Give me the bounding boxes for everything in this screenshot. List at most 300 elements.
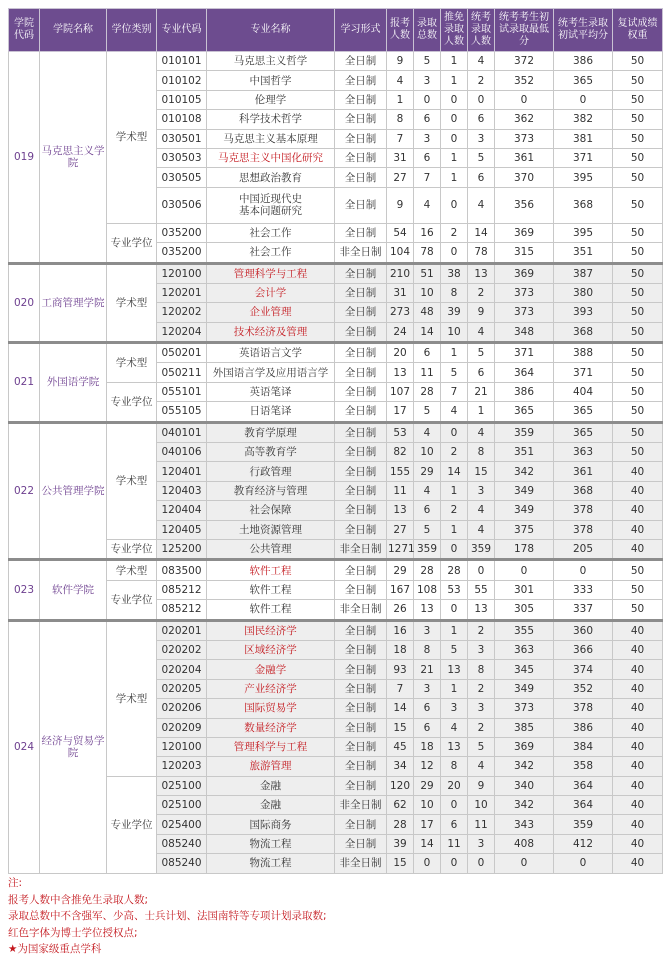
avg-score-cell: 368 [554, 481, 613, 500]
major-name-cell: 高等教育学 [207, 443, 335, 462]
recommended-admitted-cell: 13 [441, 660, 468, 679]
applicants-cell: 7 [387, 129, 414, 148]
exam-admitted-cell: 4 [468, 52, 495, 71]
college-section [9, 343, 663, 423]
study-mode-cell: 全日制 [335, 443, 387, 462]
header-cell: 统考考生初试录取最低分 [495, 9, 554, 52]
major-code-cell: 055101 [157, 382, 207, 401]
recommended-admitted-cell: 1 [441, 52, 468, 71]
major-code-cell: 085240 [157, 854, 207, 873]
retest-weight-cell: 50 [613, 187, 663, 223]
study-mode-cell: 全日制 [335, 620, 387, 640]
retest-weight-cell: 50 [613, 422, 663, 442]
recommended-admitted-cell: 39 [441, 303, 468, 322]
avg-score-cell: 386 [554, 52, 613, 71]
applicants-cell: 16 [387, 620, 414, 640]
admitted-total-cell: 10 [414, 283, 441, 302]
exam-admitted-cell: 8 [468, 443, 495, 462]
major-name-cell: 马克思主义哲学 [207, 52, 335, 71]
avg-score-cell: 205 [554, 539, 613, 559]
recommended-admitted-cell: 10 [441, 322, 468, 342]
avg-score-cell: 0 [554, 560, 613, 580]
study-mode-cell: 全日制 [335, 343, 387, 363]
exam-admitted-cell: 2 [468, 283, 495, 302]
major-name-cell: 马克思主义中国化研究 [207, 148, 335, 167]
major-name-cell: 教育经济与管理 [207, 481, 335, 500]
exam-admitted-cell: 4 [468, 422, 495, 442]
avg-score-cell: 378 [554, 501, 613, 520]
degree-type-cell: 专业学位 [107, 539, 157, 559]
major-name-cell: 软件工程 [207, 580, 335, 599]
major-name-cell: 金融学 [207, 660, 335, 679]
major-code-cell: 020206 [157, 699, 207, 718]
study-mode-cell: 全日制 [335, 110, 387, 129]
note-line: ★为国家级重点学科 [8, 943, 102, 955]
study-mode-cell: 全日制 [335, 363, 387, 382]
applicants-cell: 31 [387, 148, 414, 167]
major-name-cell: 数量经济学 [207, 718, 335, 737]
major-code-cell: 040106 [157, 443, 207, 462]
min-score-cell: 369 [495, 223, 554, 242]
recommended-admitted-cell: 28 [441, 560, 468, 580]
applicants-cell: 14 [387, 699, 414, 718]
min-score-cell: 373 [495, 129, 554, 148]
major-name-cell: 软件工程 [207, 560, 335, 580]
recommended-admitted-cell: 11 [441, 834, 468, 853]
recommended-admitted-cell: 0 [441, 854, 468, 873]
min-score-cell: 342 [495, 796, 554, 815]
study-mode-cell: 非全日制 [335, 854, 387, 873]
recommended-admitted-cell: 5 [441, 363, 468, 382]
major-name-cell: 金融 [207, 776, 335, 795]
recommended-admitted-cell: 0 [441, 110, 468, 129]
major-code-cell: 085212 [157, 580, 207, 599]
college-section [9, 263, 663, 343]
recommended-admitted-cell: 6 [441, 815, 468, 834]
exam-admitted-cell: 6 [468, 363, 495, 382]
applicants-cell: 15 [387, 854, 414, 873]
applicants-cell: 8 [387, 110, 414, 129]
college-name-cell: 公共管理学院 [40, 422, 107, 560]
retest-weight-cell: 40 [613, 776, 663, 795]
applicants-cell: 28 [387, 815, 414, 834]
recommended-admitted-cell: 2 [441, 443, 468, 462]
min-score-cell: 348 [495, 322, 554, 342]
study-mode-cell: 全日制 [335, 402, 387, 422]
college-code-cell: 021 [9, 343, 40, 423]
exam-admitted-cell: 4 [468, 757, 495, 776]
major-code-cell: 120203 [157, 757, 207, 776]
retest-weight-cell: 40 [613, 501, 663, 520]
major-code-cell: 055105 [157, 402, 207, 422]
college-code-cell: 024 [9, 620, 40, 873]
exam-admitted-cell: 4 [468, 501, 495, 520]
header-row [9, 9, 663, 52]
min-score-cell: 359 [495, 422, 554, 442]
study-mode-cell: 全日制 [335, 640, 387, 659]
applicants-cell: 1271 [387, 539, 414, 559]
applicants-cell: 34 [387, 757, 414, 776]
exam-admitted-cell: 55 [468, 580, 495, 599]
avg-score-cell: 364 [554, 796, 613, 815]
major-name-cell: 物流工程 [207, 854, 335, 873]
exam-admitted-cell: 8 [468, 660, 495, 679]
applicants-cell: 27 [387, 168, 414, 187]
admitted-total-cell: 3 [414, 679, 441, 698]
applicants-cell: 9 [387, 52, 414, 71]
study-mode-cell: 全日制 [335, 718, 387, 737]
retest-weight-cell: 50 [613, 303, 663, 322]
degree-type-cell: 学术型 [107, 560, 157, 580]
recommended-admitted-cell: 0 [441, 187, 468, 223]
avg-score-cell: 386 [554, 718, 613, 737]
major-name-cell: 产业经济学 [207, 679, 335, 698]
retest-weight-cell: 40 [613, 757, 663, 776]
admitted-total-cell: 3 [414, 129, 441, 148]
major-name-cell: 马克思主义基本原理 [207, 129, 335, 148]
major-code-cell: 040101 [157, 422, 207, 442]
college-code-cell: 019 [9, 52, 40, 264]
study-mode-cell: 全日制 [335, 322, 387, 342]
admitted-total-cell: 29 [414, 776, 441, 795]
applicants-cell: 53 [387, 422, 414, 442]
major-name-cell: 英语笔译 [207, 382, 335, 401]
study-mode-cell: 非全日制 [335, 796, 387, 815]
retest-weight-cell: 50 [613, 382, 663, 401]
min-score-cell: 0 [495, 90, 554, 109]
avg-score-cell: 360 [554, 620, 613, 640]
college-section [9, 422, 663, 560]
admitted-total-cell: 10 [414, 443, 441, 462]
retest-weight-cell: 50 [613, 168, 663, 187]
note-line: 红色字体为博士学位授权点; [8, 926, 138, 939]
min-score-cell: 345 [495, 660, 554, 679]
major-name-cell: 旅游管理 [207, 757, 335, 776]
admitted-total-cell: 48 [414, 303, 441, 322]
applicants-cell: 29 [387, 560, 414, 580]
exam-admitted-cell: 15 [468, 462, 495, 481]
major-code-cell: 120100 [157, 737, 207, 756]
major-name-cell: 社会工作 [207, 243, 335, 263]
applicants-cell: 13 [387, 363, 414, 382]
min-score-cell: 349 [495, 679, 554, 698]
admitted-total-cell: 28 [414, 560, 441, 580]
major-name-cell: 社会保障 [207, 501, 335, 520]
header-cell: 复试成绩权重 [613, 9, 663, 52]
study-mode-cell: 全日制 [335, 560, 387, 580]
study-mode-cell: 非全日制 [335, 539, 387, 559]
major-code-cell: 030506 [157, 187, 207, 223]
college-name-cell: 软件学院 [40, 560, 107, 620]
applicants-cell: 82 [387, 443, 414, 462]
retest-weight-cell: 50 [613, 243, 663, 263]
avg-score-cell: 387 [554, 263, 613, 283]
major-name-cell: 国民经济学 [207, 620, 335, 640]
admitted-total-cell: 108 [414, 580, 441, 599]
applicants-cell: 45 [387, 737, 414, 756]
college-code-cell: 023 [9, 560, 40, 620]
avg-score-cell: 395 [554, 168, 613, 187]
exam-admitted-cell: 13 [468, 263, 495, 283]
admission-table-sheet [8, 8, 662, 874]
study-mode-cell: 全日制 [335, 283, 387, 302]
exam-admitted-cell: 5 [468, 343, 495, 363]
exam-admitted-cell: 0 [468, 560, 495, 580]
study-mode-cell: 全日制 [335, 52, 387, 71]
recommended-admitted-cell: 1 [441, 481, 468, 500]
admitted-total-cell: 5 [414, 520, 441, 539]
recommended-admitted-cell: 3 [441, 699, 468, 718]
admitted-total-cell: 14 [414, 322, 441, 342]
retest-weight-cell: 50 [613, 363, 663, 382]
min-score-cell: 370 [495, 168, 554, 187]
notes-title: 注: [8, 877, 23, 889]
degree-type-cell: 学术型 [107, 263, 157, 343]
avg-score-cell: 393 [554, 303, 613, 322]
admitted-total-cell: 10 [414, 796, 441, 815]
major-code-cell: 085240 [157, 834, 207, 853]
study-mode-cell: 非全日制 [335, 243, 387, 263]
major-name-cell: 会计学 [207, 283, 335, 302]
study-mode-cell: 全日制 [335, 520, 387, 539]
avg-score-cell: 368 [554, 187, 613, 223]
note-line: 录取总数中不含强军、少高、士兵计划、法国南特等专项计划录取数; [8, 910, 327, 922]
study-mode-cell: 全日制 [335, 129, 387, 148]
table-row [9, 422, 663, 442]
header-cell: 推免录取人数 [441, 9, 468, 52]
study-mode-cell: 全日制 [335, 223, 387, 242]
major-code-cell: 025100 [157, 796, 207, 815]
college-section [9, 620, 663, 873]
avg-score-cell: 365 [554, 402, 613, 422]
exam-admitted-cell: 4 [468, 187, 495, 223]
degree-type-cell: 学术型 [107, 343, 157, 383]
recommended-admitted-cell: 0 [441, 600, 468, 620]
recommended-admitted-cell: 1 [441, 343, 468, 363]
admitted-total-cell: 0 [414, 90, 441, 109]
recommended-admitted-cell: 4 [441, 402, 468, 422]
exam-admitted-cell: 6 [468, 110, 495, 129]
major-code-cell: 020209 [157, 718, 207, 737]
admitted-total-cell: 5 [414, 402, 441, 422]
avg-score-cell: 371 [554, 363, 613, 382]
recommended-admitted-cell: 0 [441, 422, 468, 442]
recommended-admitted-cell: 1 [441, 148, 468, 167]
admitted-total-cell: 0 [414, 854, 441, 873]
header-cell: 录取总数 [414, 9, 441, 52]
admitted-total-cell: 5 [414, 52, 441, 71]
admitted-total-cell: 6 [414, 501, 441, 520]
admitted-total-cell: 7 [414, 168, 441, 187]
study-mode-cell: 全日制 [335, 90, 387, 109]
admitted-total-cell: 11 [414, 363, 441, 382]
avg-score-cell: 0 [554, 854, 613, 873]
study-mode-cell: 全日制 [335, 303, 387, 322]
major-code-cell: 050201 [157, 343, 207, 363]
major-code-cell: 120201 [157, 283, 207, 302]
recommended-admitted-cell: 0 [441, 243, 468, 263]
admitted-total-cell: 13 [414, 600, 441, 620]
major-code-cell: 010105 [157, 90, 207, 109]
min-score-cell: 315 [495, 243, 554, 263]
avg-score-cell: 358 [554, 757, 613, 776]
applicants-cell: 1 [387, 90, 414, 109]
recommended-admitted-cell: 0 [441, 129, 468, 148]
major-code-cell: 120202 [157, 303, 207, 322]
major-code-cell: 035200 [157, 243, 207, 263]
major-code-cell: 083500 [157, 560, 207, 580]
major-name-cell: 行政管理 [207, 462, 335, 481]
admitted-total-cell: 359 [414, 539, 441, 559]
admitted-total-cell: 14 [414, 834, 441, 853]
college-name-cell: 外国语学院 [40, 343, 107, 423]
applicants-cell: 54 [387, 223, 414, 242]
major-code-cell: 010101 [157, 52, 207, 71]
exam-admitted-cell: 6 [468, 168, 495, 187]
header-cell: 统考录取人数 [468, 9, 495, 52]
major-code-cell: 030505 [157, 168, 207, 187]
admitted-total-cell: 28 [414, 382, 441, 401]
avg-score-cell: 365 [554, 71, 613, 90]
exam-admitted-cell: 1 [468, 402, 495, 422]
study-mode-cell: 全日制 [335, 382, 387, 401]
table-row [9, 620, 663, 640]
college-section [9, 560, 663, 620]
exam-admitted-cell: 2 [468, 620, 495, 640]
study-mode-cell: 全日制 [335, 679, 387, 698]
major-name-cell: 管理科学与工程 [207, 737, 335, 756]
retest-weight-cell: 40 [613, 539, 663, 559]
major-name-cell: 土地资源管理 [207, 520, 335, 539]
min-score-cell: 373 [495, 283, 554, 302]
recommended-admitted-cell: 0 [441, 796, 468, 815]
avg-score-cell: 366 [554, 640, 613, 659]
college-code-cell: 020 [9, 263, 40, 343]
major-code-cell: 085212 [157, 600, 207, 620]
degree-type-cell: 学术型 [107, 422, 157, 539]
admitted-total-cell: 4 [414, 481, 441, 500]
min-score-cell: 361 [495, 148, 554, 167]
recommended-admitted-cell: 13 [441, 737, 468, 756]
retest-weight-cell: 50 [613, 343, 663, 363]
min-score-cell: 352 [495, 71, 554, 90]
retest-weight-cell: 40 [613, 737, 663, 756]
min-score-cell: 349 [495, 481, 554, 500]
exam-admitted-cell: 5 [468, 148, 495, 167]
major-name-cell: 金融 [207, 796, 335, 815]
retest-weight-cell: 50 [613, 52, 663, 71]
exam-admitted-cell: 3 [468, 834, 495, 853]
major-name-cell: 中国近现代史 基本问题研究 [207, 187, 335, 223]
study-mode-cell: 全日制 [335, 834, 387, 853]
retest-weight-cell: 50 [613, 402, 663, 422]
applicants-cell: 62 [387, 796, 414, 815]
exam-admitted-cell: 21 [468, 382, 495, 401]
exam-admitted-cell: 3 [468, 640, 495, 659]
major-name-cell: 企业管理 [207, 303, 335, 322]
header-cell: 学习形式 [335, 9, 387, 52]
retest-weight-cell: 50 [613, 71, 663, 90]
min-score-cell: 373 [495, 303, 554, 322]
major-name-cell: 思想政治教育 [207, 168, 335, 187]
study-mode-cell: 全日制 [335, 187, 387, 223]
study-mode-cell: 全日制 [335, 737, 387, 756]
applicants-cell: 120 [387, 776, 414, 795]
recommended-admitted-cell: 7 [441, 382, 468, 401]
major-code-cell: 030501 [157, 129, 207, 148]
applicants-cell: 31 [387, 283, 414, 302]
avg-score-cell: 363 [554, 443, 613, 462]
recommended-admitted-cell: 8 [441, 283, 468, 302]
admission-table [8, 8, 663, 874]
min-score-cell: 349 [495, 501, 554, 520]
applicants-cell: 7 [387, 679, 414, 698]
exam-admitted-cell: 78 [468, 243, 495, 263]
table-row [9, 223, 663, 242]
min-score-cell: 340 [495, 776, 554, 795]
applicants-cell: 24 [387, 322, 414, 342]
retest-weight-cell: 50 [613, 263, 663, 283]
avg-score-cell: 368 [554, 322, 613, 342]
exam-admitted-cell: 2 [468, 718, 495, 737]
header-cell: 统考生录取初试平均分 [554, 9, 613, 52]
note-line: 报考人数中含推免生录取人数; [8, 893, 149, 906]
retest-weight-cell: 40 [613, 834, 663, 853]
recommended-admitted-cell: 1 [441, 679, 468, 698]
recommended-admitted-cell: 53 [441, 580, 468, 599]
exam-admitted-cell: 5 [468, 737, 495, 756]
applicants-cell: 107 [387, 382, 414, 401]
min-score-cell: 0 [495, 560, 554, 580]
applicants-cell: 13 [387, 501, 414, 520]
degree-type-cell: 专业学位 [107, 223, 157, 263]
notes-block [8, 875, 327, 958]
retest-weight-cell: 50 [613, 223, 663, 242]
major-code-cell: 120404 [157, 501, 207, 520]
admitted-total-cell: 78 [414, 243, 441, 263]
study-mode-cell: 全日制 [335, 462, 387, 481]
major-name-cell: 国际商务 [207, 815, 335, 834]
applicants-cell: 26 [387, 600, 414, 620]
header-cell: 专业名称 [207, 9, 335, 52]
admitted-total-cell: 8 [414, 640, 441, 659]
admitted-total-cell: 6 [414, 343, 441, 363]
applicants-cell: 104 [387, 243, 414, 263]
min-score-cell: 364 [495, 363, 554, 382]
table-row [9, 560, 663, 580]
min-score-cell: 305 [495, 600, 554, 620]
exam-admitted-cell: 0 [468, 854, 495, 873]
major-name-cell: 英语语言文学 [207, 343, 335, 363]
exam-admitted-cell: 13 [468, 600, 495, 620]
major-code-cell: 020201 [157, 620, 207, 640]
table-row [9, 343, 663, 363]
college-code-cell: 022 [9, 422, 40, 560]
study-mode-cell: 全日制 [335, 776, 387, 795]
exam-admitted-cell: 3 [468, 129, 495, 148]
min-score-cell: 0 [495, 854, 554, 873]
major-name-cell: 日语笔译 [207, 402, 335, 422]
study-mode-cell: 全日制 [335, 263, 387, 283]
exam-admitted-cell: 11 [468, 815, 495, 834]
retest-weight-cell: 50 [613, 110, 663, 129]
major-name-cell: 社会工作 [207, 223, 335, 242]
major-name-cell: 区域经济学 [207, 640, 335, 659]
table-row [9, 580, 663, 599]
admitted-total-cell: 17 [414, 815, 441, 834]
admitted-total-cell: 6 [414, 699, 441, 718]
avg-score-cell: 380 [554, 283, 613, 302]
